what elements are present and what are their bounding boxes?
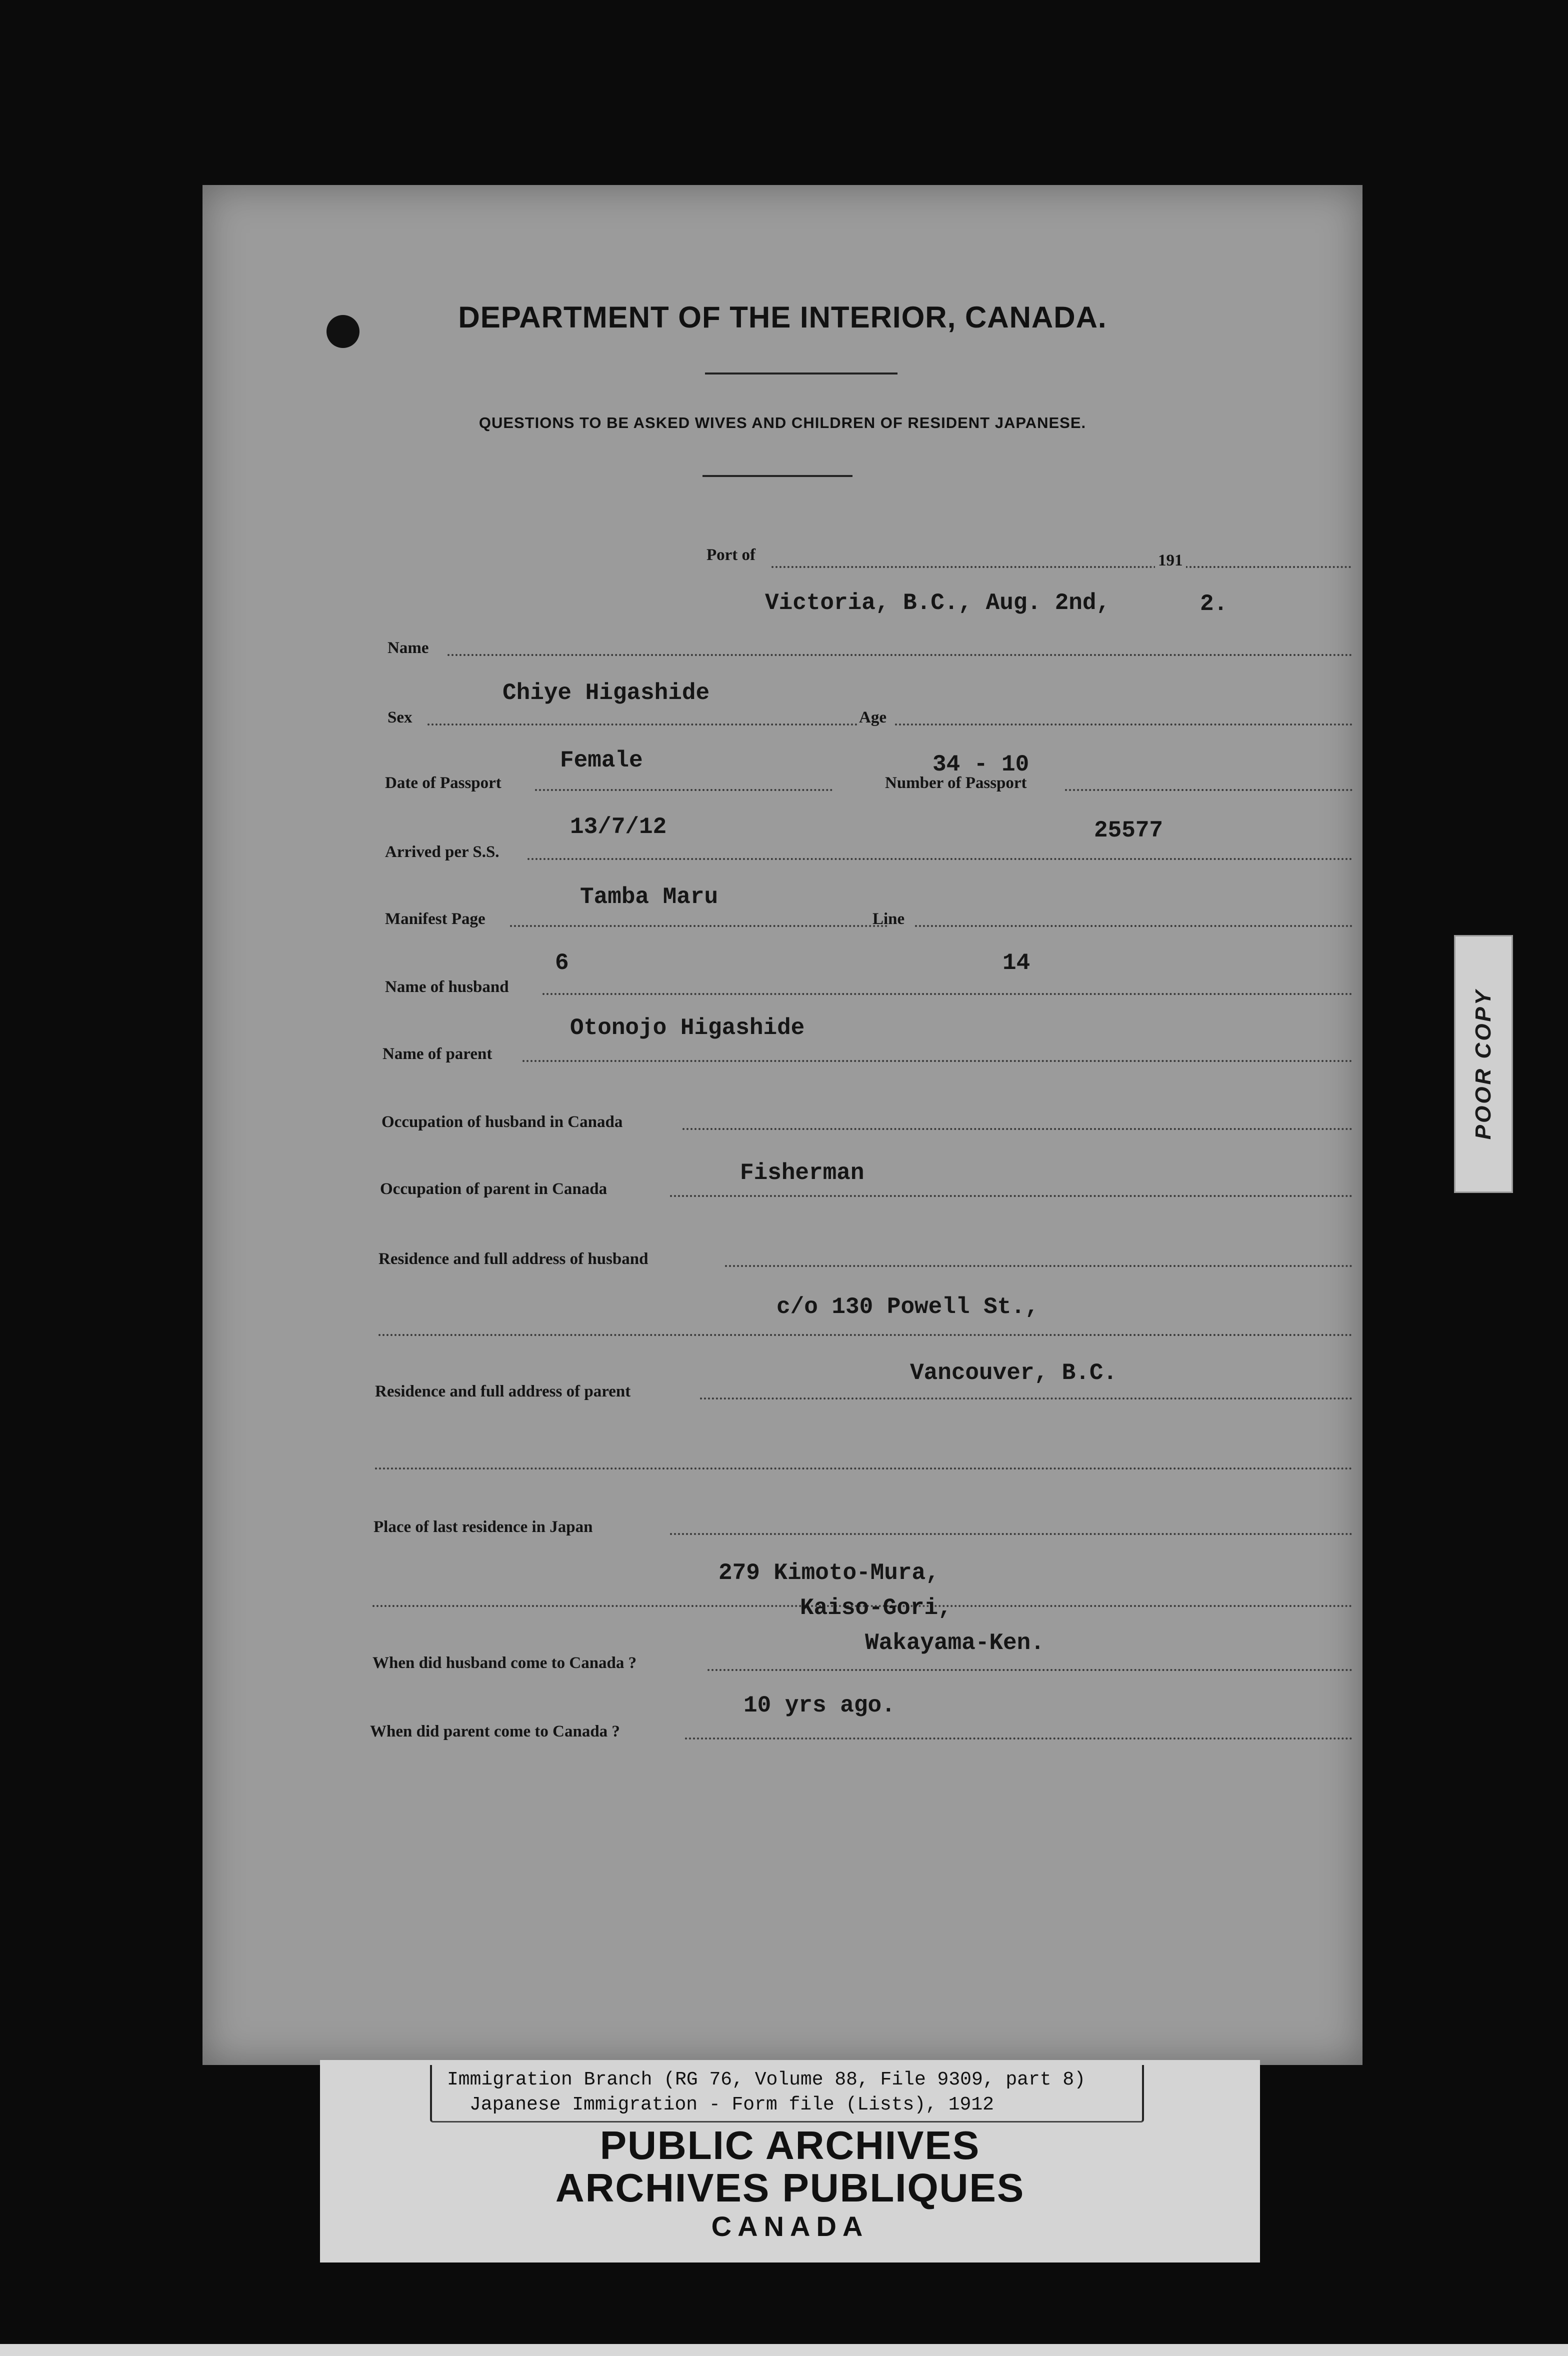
occupation-husband-line xyxy=(682,1128,1352,1130)
arrived-per-ss-label: Arrived per S.S. xyxy=(385,843,500,861)
year-suffix-value: 2. xyxy=(1200,591,1228,617)
japan-address-line-2-value: Kaiso-Gori, xyxy=(800,1595,952,1621)
department-title: DEPARTMENT OF THE INTERIOR, CANADA. xyxy=(458,300,1107,334)
archive-reference-box xyxy=(430,2065,1144,2122)
age-line xyxy=(895,724,1352,726)
manifest-page-line xyxy=(510,925,888,927)
title-rule xyxy=(705,372,898,374)
residence-parent-line xyxy=(700,1398,1352,1400)
line-value: 14 xyxy=(1002,950,1030,976)
poor-copy-stamp xyxy=(1454,935,1513,1193)
occupation-parent-line xyxy=(670,1195,1352,1197)
archive-reference-line-1: Immigration Branch (RG 76, Volume 88, File 9309, part 8) xyxy=(447,2069,1086,2090)
residence-husband-label: Residence and full address of husband xyxy=(378,1250,648,1268)
immigration-form-sheet xyxy=(202,185,1362,2065)
japan-address-line-1-value: 279 Kimoto-Mura, xyxy=(718,1560,940,1586)
archive-country: CANADA xyxy=(711,2210,869,2242)
form-subtitle: QUESTIONS TO BE ASKED WIVES AND CHILDREN OF RESIDENT JAPANESE. xyxy=(478,414,1086,432)
residence-husband-line-2 xyxy=(378,1334,1352,1336)
poor-copy-text: POOR COPY xyxy=(1471,988,1496,1140)
last-residence-japan-line xyxy=(670,1533,1352,1535)
parent-name-value: Otonojo Higashide xyxy=(570,1015,805,1041)
port-of-label: Port of xyxy=(706,546,756,564)
residence-husband-line xyxy=(725,1265,1352,1267)
date-of-passport-line xyxy=(535,789,832,791)
number-of-passport-value: 25577 xyxy=(1094,818,1164,844)
occupation-parent-label: Occupation of parent in Canada xyxy=(380,1180,608,1198)
archive-label-card xyxy=(320,2060,1260,2262)
sex-label: Sex xyxy=(388,708,412,726)
name-of-parent-label: Name of parent xyxy=(382,1045,492,1063)
when-husband-came-label: When did husband come to Canada ? xyxy=(372,1654,637,1672)
residence-parent-label: Residence and full address of parent xyxy=(375,1382,631,1400)
parent-came-value: 10 yrs ago. xyxy=(744,1692,896,1718)
name-value: Chiye Higashide xyxy=(502,680,710,706)
ship-value: Tamba Maru xyxy=(580,884,718,910)
name-of-husband-line xyxy=(542,993,1352,995)
parent-occupation-value: Fisherman xyxy=(740,1160,864,1186)
age-label: Age xyxy=(859,708,886,726)
sex-value: Female xyxy=(560,748,643,774)
last-residence-japan-label: Place of last residence in Japan xyxy=(374,1518,593,1536)
archive-name-english: PUBLIC ARCHIVES xyxy=(600,2123,980,2168)
number-of-passport-line xyxy=(1065,789,1352,791)
when-husband-came-line xyxy=(708,1669,1352,1671)
number-of-passport-label: Number of Passport xyxy=(885,774,1027,792)
name-of-parent-line xyxy=(522,1060,1352,1062)
manifest-page-label: Manifest Page xyxy=(385,910,486,928)
age-value: 34 - 10 xyxy=(932,752,1030,778)
name-of-husband-label: Name of husband xyxy=(385,978,509,996)
sex-line xyxy=(428,724,858,726)
date-of-passport-label: Date of Passport xyxy=(385,774,502,792)
line-label: Line xyxy=(872,910,905,928)
name-label: Name xyxy=(388,639,429,657)
line-field-line xyxy=(915,925,1352,927)
port-of-line xyxy=(772,566,1352,568)
address-line-1-value: c/o 130 Powell St., xyxy=(776,1294,1039,1320)
bottom-edge-strip xyxy=(0,2344,1568,2356)
when-parent-came-label: When did parent come to Canada ? xyxy=(370,1722,620,1740)
manifest-page-value: 6 xyxy=(555,950,569,976)
archive-reference-line-2: Japanese Immigration - Form file (Lists), 1912 xyxy=(470,2094,994,2116)
when-parent-came-line xyxy=(685,1738,1352,1740)
residence-parent-line-2 xyxy=(375,1468,1352,1470)
year-prefix-label: 191 xyxy=(1155,552,1186,570)
subtitle-rule xyxy=(702,475,852,477)
occupation-husband-label: Occupation of husband in Canada xyxy=(382,1113,623,1131)
date-of-passport-value: 13/7/12 xyxy=(570,814,667,840)
archive-name-french: ARCHIVES PUBLIQUES xyxy=(555,2166,1025,2210)
name-line xyxy=(448,654,1352,656)
arrived-per-ss-line xyxy=(528,858,1352,860)
japan-address-line-3-value: Wakayama-Ken. xyxy=(865,1630,1044,1656)
port-date-value: Victoria, B.C., Aug. 2nd, xyxy=(765,590,1110,616)
address-line-2-value: Vancouver, B.C. xyxy=(910,1360,1118,1386)
